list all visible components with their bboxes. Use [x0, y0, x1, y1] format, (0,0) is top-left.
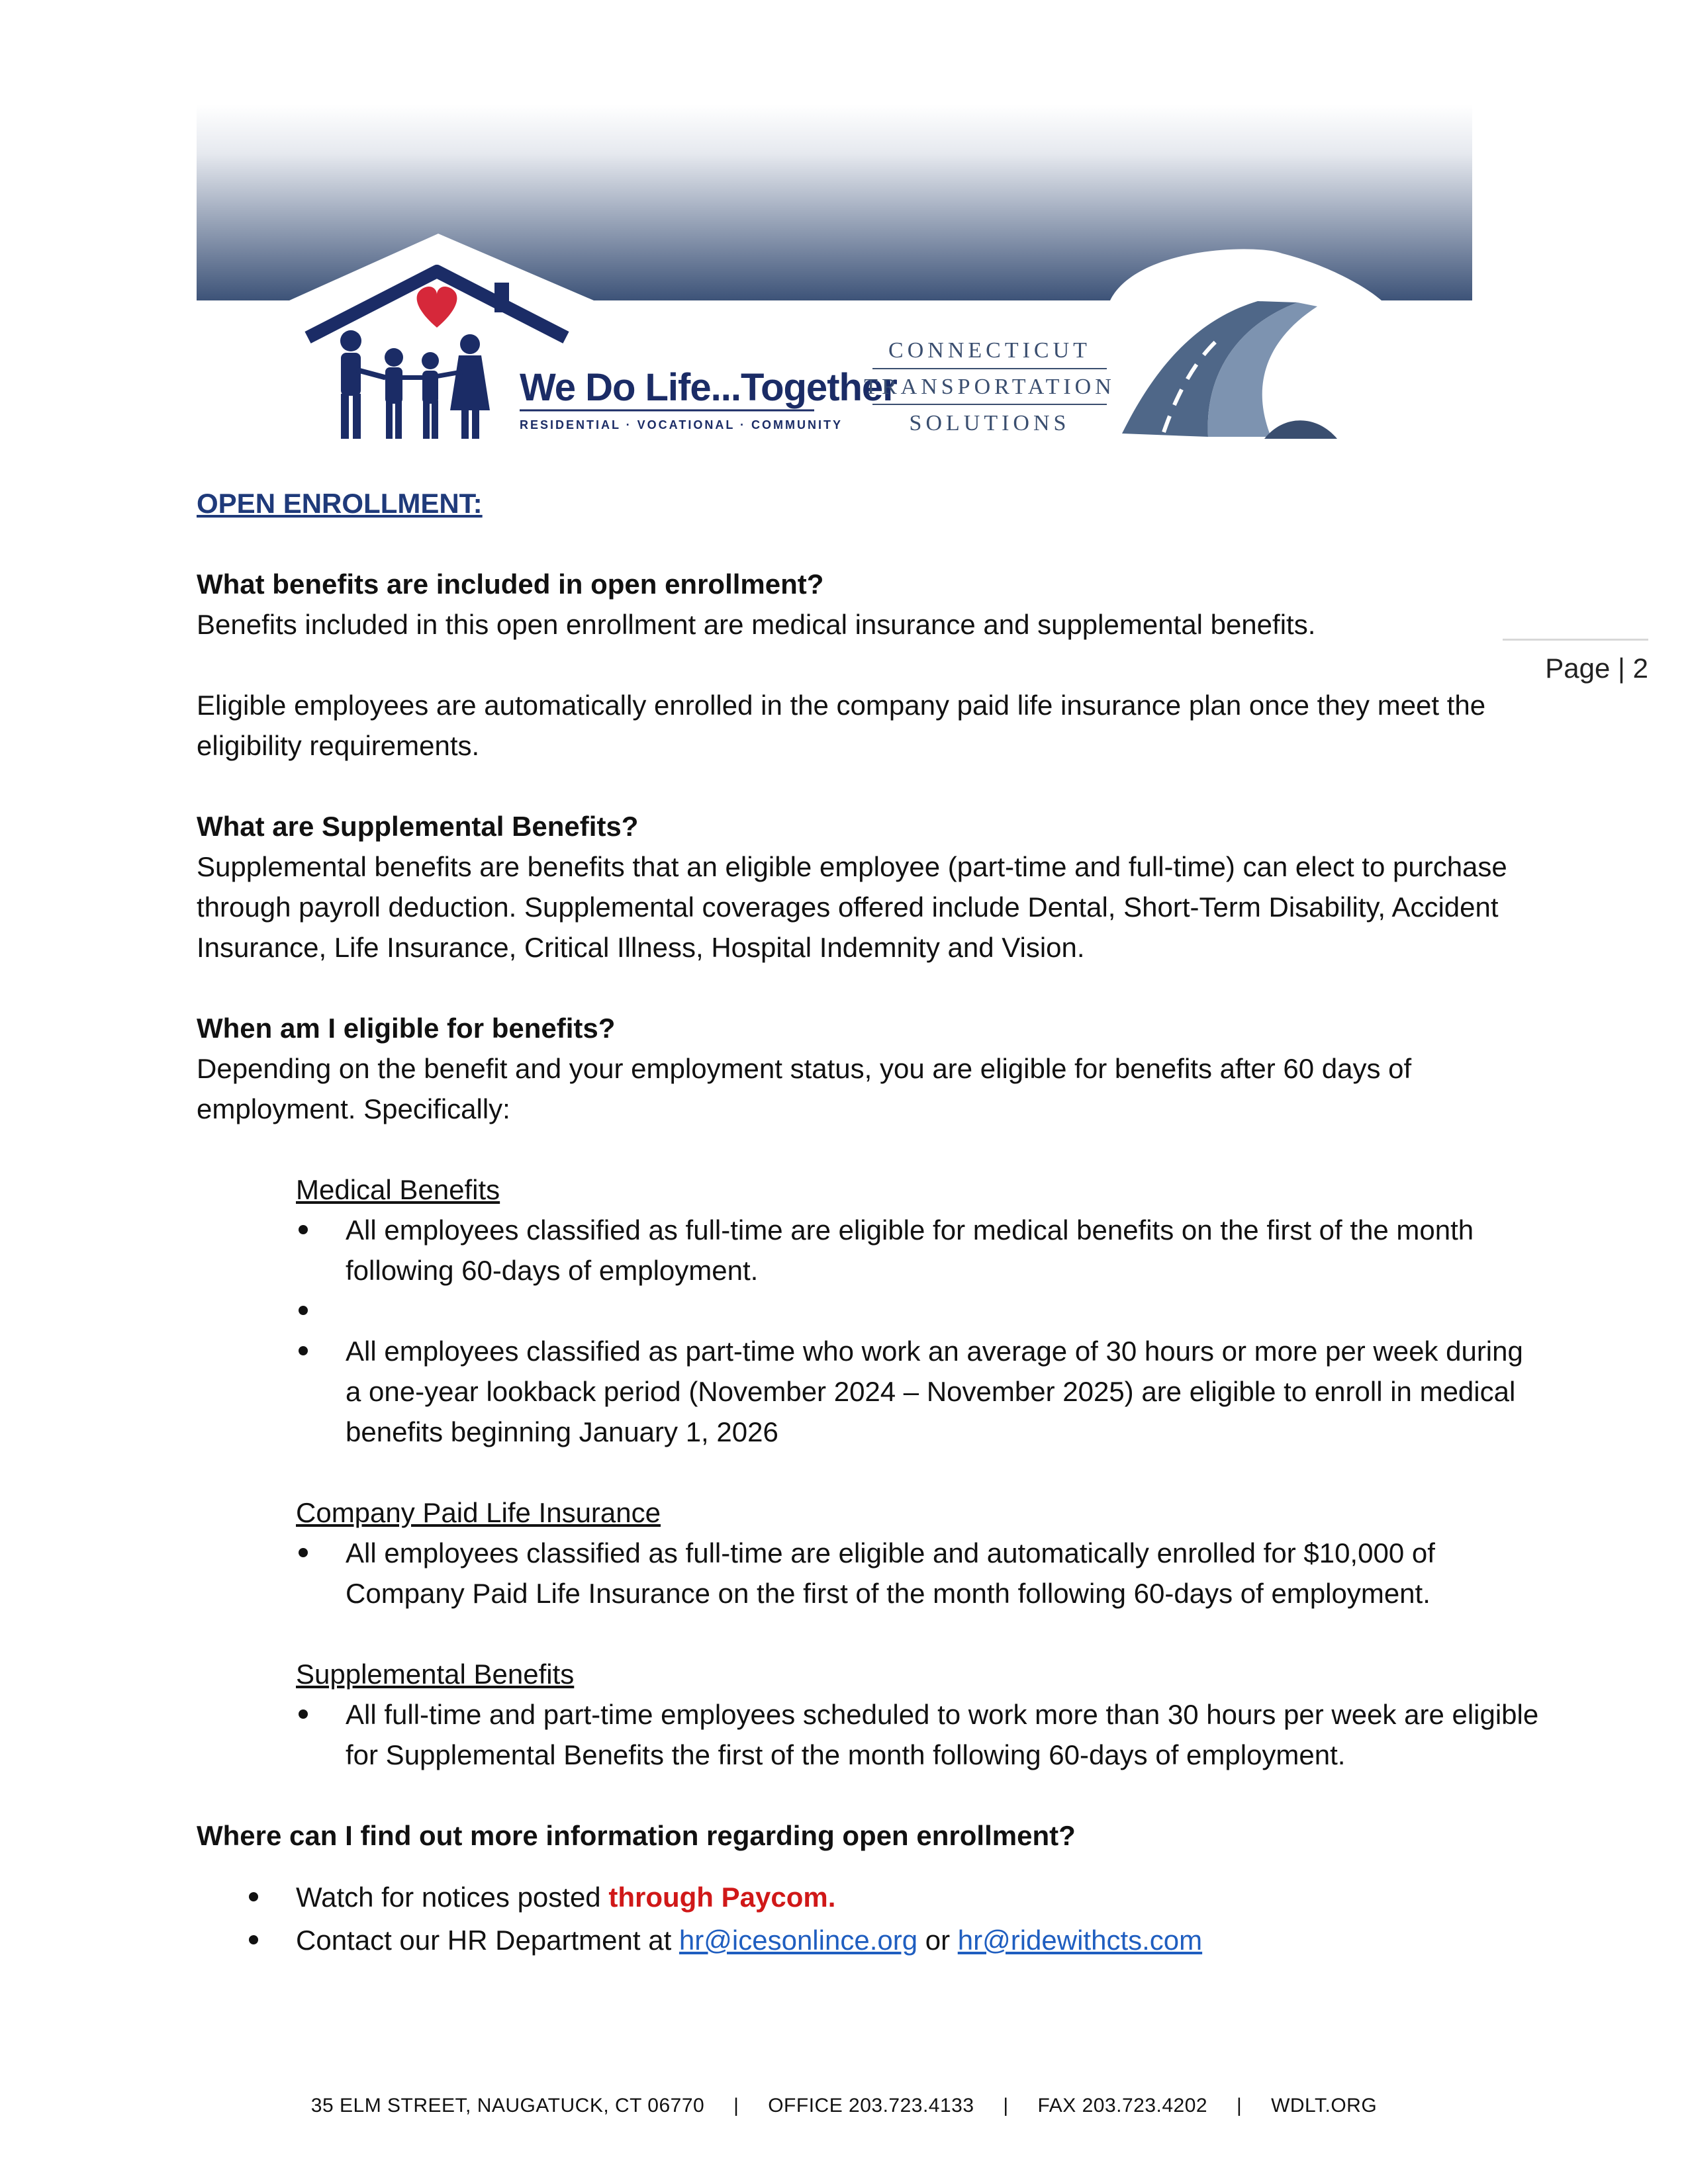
footer-office: OFFICE 203.723.4133 — [768, 2095, 974, 2116]
footer-address: 35 ELM STREET, NAUGATUCK, CT 06770 — [310, 2095, 705, 2116]
page-separator: | — [1618, 653, 1625, 684]
answer-supplemental: Supplemental benefits are benefits that an eligible employee (part-time and full-time) can elect to purchase through payroll deduction. Supplemental coverages offered include Dental, Short-Term Disability, Accident Insurance, Life Insurance, Critical Illness, Hospital Indemnity and Vision. — [197, 851, 1507, 963]
footer-fax: FAX 203.723.4202 — [1037, 2095, 1208, 2116]
page-number-value: 2 — [1632, 653, 1648, 684]
question-benefits-included: What benefits are included in open enrollment? — [197, 569, 824, 600]
question-supplemental: What are Supplemental Benefits? — [197, 811, 639, 842]
paycom-notice-text: Watch for notices posted — [296, 1882, 609, 1913]
supplemental-benefits-list — [296, 1694, 1580, 1775]
footer-separator: | — [1236, 2095, 1243, 2116]
hr-contact-text: Contact our HR Department at — [296, 1925, 679, 1956]
heart-icon — [417, 287, 457, 328]
cts-line-3: SOLUTIONS — [909, 411, 1070, 435]
answer-eligibility: Depending on the benefit and your employment status, you are eligible for benefits after 60 days of employment. Specifically: — [197, 1053, 1412, 1124]
hr-email-link-1[interactable]: hr@icesonlince.org — [679, 1925, 918, 1956]
cts-line-2: TRANSPORTATION — [864, 375, 1115, 399]
list-item — [246, 1919, 1580, 1962]
logo-tagline: RESIDENTIAL · VOCATIONAL · COMMUNITY — [520, 418, 843, 432]
footer — [0, 2095, 1688, 2117]
list-item: All full-time and part-time employees scheduled to work more than 30 hours per week are eligible for Supplemental Benefits the first of the month following 60-days of employment. — [296, 1694, 1550, 1775]
or-text: or — [917, 1925, 958, 1956]
medical-benefits-list — [296, 1210, 1580, 1452]
life-insurance-list — [296, 1533, 1580, 1614]
answer-benefits-included: Benefits included in this open enrollment are medical insurance and supplemental benefits. — [197, 609, 1316, 640]
document-body — [197, 483, 1580, 1962]
page-label: Page — [1545, 653, 1611, 684]
supplemental-benefits-heading: Supplemental Benefits — [296, 1659, 575, 1690]
medical-benefits-heading: Medical Benefits — [296, 1174, 500, 1205]
footer-website: WDLT.ORG — [1271, 2095, 1378, 2116]
answer-life-insurance-note: Eligible employees are automatically enrolled in the company paid life insurance plan once they meet the eligibility requirements. — [197, 690, 1486, 761]
list-item — [246, 1876, 1580, 1919]
question-eligibility: When am I eligible for benefits? — [197, 1013, 616, 1044]
cts-logo — [861, 261, 1350, 447]
list-item: All employees classified as full-time are eligible and automatically enrolled for $10,000 of Company Paid Life Insurance on the first of the month following 60-days of employment. — [296, 1533, 1537, 1614]
list-item: All employees classified as full-time are eligible for medical benefits on the first of the month following 60-days of employment. — [296, 1210, 1537, 1291]
question-more-info: Where can I find out more information regarding open enrollment? — [197, 1820, 1076, 1851]
road-icon — [1122, 301, 1337, 439]
more-info-list — [246, 1876, 1580, 1962]
list-item: All employees classified as part-time who work an average of 30 hours or more per week during a one-year lookback period (November 2024 – November 2025) are eligible to enroll in medical benefits beginning January 1, 2026 — [296, 1331, 1537, 1452]
logo-wordmark: We Do Life...Together — [520, 366, 897, 409]
paycom-highlight: through Paycom. — [608, 1882, 836, 1913]
hr-email-link-2[interactable]: hr@ridewithcts.com — [957, 1925, 1203, 1956]
section-title: OPEN ENROLLMENT: — [197, 488, 483, 519]
we-do-life-logo — [301, 268, 897, 447]
footer-separator: | — [733, 2095, 739, 2116]
life-insurance-heading: Company Paid Life Insurance — [296, 1497, 661, 1528]
footer-separator: | — [1003, 2095, 1009, 2116]
cts-line-1: CONNECTICUT — [888, 338, 1091, 363]
